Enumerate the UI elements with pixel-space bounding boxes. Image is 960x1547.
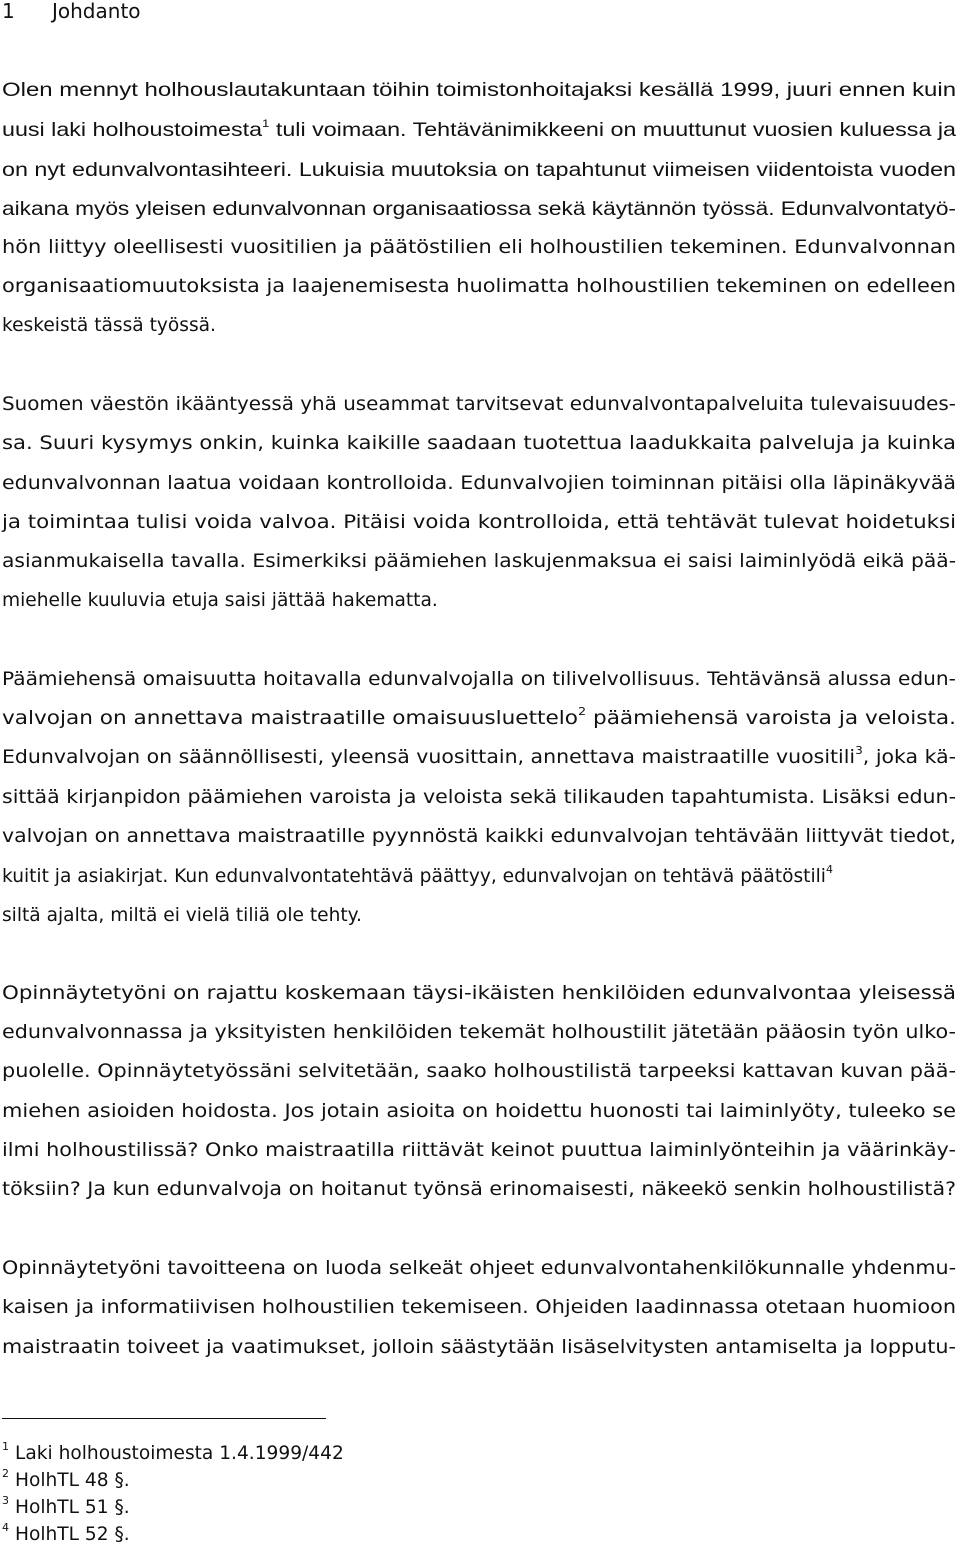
line-text: siltä ajalta, miltä ei vielä tiliä ole tehty. <box>2 905 362 926</box>
line-text: organisaatiomuutoksista ja laajenemisesta huolimatta holhoustilien tekeminen on edelleen <box>2 276 956 297</box>
footnote-text: HolhTL 52 §. <box>15 1524 130 1545</box>
chapter-title: Johdanto <box>52 0 141 23</box>
text-line <box>2 472 956 496</box>
footnote-text: Laki holhoustoimesta 1.4.1999/442 <box>15 1443 344 1464</box>
line-text: edunvalvonnassa ja yksityisten henkilöiden tekemät holhoustilit jätetään pääosin työn ulko- <box>2 1022 957 1043</box>
text-line <box>2 746 956 770</box>
text-line <box>2 118 956 142</box>
line-text: miehen asioiden hoidosta. Jos jotain asioita on hoidettu huonosti tai laiminlyöty, tuleeko se <box>2 1101 956 1122</box>
text-line <box>2 825 956 849</box>
text-line <box>2 78 956 102</box>
line-text: kuitit ja asiakirjat. Kun edunvalvontatehtävä päättyy, edunvalvojan on tehtävä päätöstili <box>2 866 826 887</box>
line-text: töksiin? Ja kun edunvalvoja on hoitanut työnsä erinomaisesti, näkeekö senkin holhoustilistä? <box>2 1179 957 1200</box>
footnote <box>2 1523 130 1547</box>
line-text-continued: tuli voimaan. Tehtävänimikkeeni on muuttunut vuosien kuluessa ja <box>269 119 956 141</box>
line-text: on nyt edunvalvontasihteeri. Lukuisia muutoksia on tapahtunut viimeisen viidentoista vuoden <box>2 159 957 181</box>
line-text-continued: päämiehensä varoista ja veloista. <box>586 708 957 729</box>
text-line <box>2 1100 956 1124</box>
line-text: valvojan on annettava maistraatille omaisuusluettelo <box>2 708 579 729</box>
line-text: uusi laki holhoustoimesta <box>2 119 263 141</box>
text-line <box>2 668 956 692</box>
line-text: sittää kirjanpidon päämiehen varoista ja veloista sekä tilikauden tapahtumista. Lisäksi edun- <box>2 787 956 808</box>
footnote-text: HolhTL 48 §. <box>15 1470 130 1491</box>
footnote-separator <box>2 1418 326 1419</box>
text-line <box>2 1178 956 1202</box>
line-text-continued: , joka kä- <box>862 747 957 768</box>
text-line <box>2 158 956 182</box>
line-text: valvojan on annettava maistraatille pyynnöstä kaikki edunvalvojan tehtävään liittyvät tiedot, <box>2 826 956 847</box>
footnote-mark: 4 <box>2 1521 9 1534</box>
text-line <box>2 236 956 260</box>
text-line <box>2 1060 956 1084</box>
text-line <box>2 275 956 299</box>
text-line <box>2 314 216 338</box>
text-line <box>2 904 362 928</box>
line-text: Olen mennyt holhouslautakuntaan töihin toimistonhoitajaksi kesällä 1999, juuri ennen kuin <box>2 79 957 101</box>
line-text: asianmukaisella tavalla. Esimerkiksi päämiehen laskujenmaksua ei saisi laiminlyödä eikä pää- <box>2 551 957 572</box>
text-line <box>2 589 438 613</box>
line-text: hön liittyy oleellisesti vuositilien ja päätöstilien eli holhoustilien tekeminen. Edunvalvonnan <box>2 237 956 258</box>
text-line <box>2 707 956 731</box>
footnote-mark: 3 <box>2 1494 9 1507</box>
text-line <box>2 1139 956 1163</box>
text-line <box>2 786 956 810</box>
footnote <box>2 1442 344 1466</box>
text-line <box>2 197 956 221</box>
footnote <box>2 1469 130 1493</box>
text-line <box>2 1336 956 1360</box>
footnote-mark: 2 <box>2 1467 9 1480</box>
text-line <box>2 432 956 456</box>
line-text: edunvalvonnan laatua voidaan kontrolloida. Edunvalvojien toiminnan pitäisi olla läpinäkyvää <box>2 473 957 494</box>
line-text: Suomen väestön ikääntyessä yhä useammat tarvitsevat edunvalvontapalveluita tulevaisuudes- <box>2 394 956 415</box>
text-line <box>2 1257 956 1281</box>
footnote-reference[interactable]: 2 <box>578 705 587 718</box>
footnote-text: HolhTL 51 §. <box>15 1497 130 1518</box>
line-text: miehelle kuuluvia etuja saisi jättää hakematta. <box>2 590 438 611</box>
line-text: puolelle. Opinnäytetyössäni selvitetään, saako holhoustilistä tarpeeksi kattavan kuvan pää- <box>2 1061 956 1082</box>
footnote <box>2 1496 130 1520</box>
footnote-reference[interactable]: 1 <box>262 118 270 130</box>
text-line <box>2 982 956 1006</box>
line-text: ja toimintaa tulisi voida valvoa. Pitäisi voida kontrolloida, että tehtävät tulevat hoidetuksi <box>2 512 957 533</box>
line-text: Edunvalvojan on säännöllisesti, yleensä vuosittain, annettava maistraatille vuositili <box>2 747 856 768</box>
text-line <box>2 865 833 889</box>
text-line <box>2 393 956 417</box>
line-text: Päämiehensä omaisuutta hoitavalla edunvalvojalla on tilivelvollisuus. Tehtävänsä alussa edun- <box>2 669 956 690</box>
text-line <box>2 1296 956 1320</box>
footnote-reference[interactable]: 3 <box>855 744 863 757</box>
line-text: ilmi holhoustilissä? Onko maistraatilla riittävät keinot puuttua laiminlyönteihin ja väärinkäy- <box>2 1140 956 1161</box>
line-text: kaisen ja informatiivisen holhoustilien tekemiseen. Ohjeiden laadinnassa otetaan huomioon <box>2 1297 957 1318</box>
line-text: aikana myös yleisen edunvalvonnan organisaatiossa sekä käytännön työssä. Edunvalvontatyö- <box>2 198 956 220</box>
line-text: sa. Suuri kysymys onkin, kuinka kaikille saadaan tuotettua laadukkaita palveluja ja kuinka <box>2 433 957 454</box>
text-line <box>2 1021 956 1045</box>
line-text: Opinnäytetyöni on rajattu koskemaan täysi-ikäisten henkilöiden edunvalvontaa yleisessä <box>2 983 956 1004</box>
line-text: Opinnäytetyöni tavoitteena on luoda selkeät ohjeet edunvalvontahenkilökunnalle yhdenmu- <box>2 1258 957 1279</box>
line-text: keskeistä tässä työssä. <box>2 315 216 336</box>
chapter-number: 1 <box>2 0 15 23</box>
text-line <box>2 511 956 535</box>
text-line <box>2 550 956 574</box>
footnote-mark: 1 <box>2 1440 9 1453</box>
chapter-heading <box>2 0 141 22</box>
footnote-reference[interactable]: 4 <box>825 863 833 876</box>
line-text: maistraatin toiveet ja vaatimukset, jolloin säästytään lisäselvitysten antamiselta ja lopputu- <box>2 1337 957 1358</box>
